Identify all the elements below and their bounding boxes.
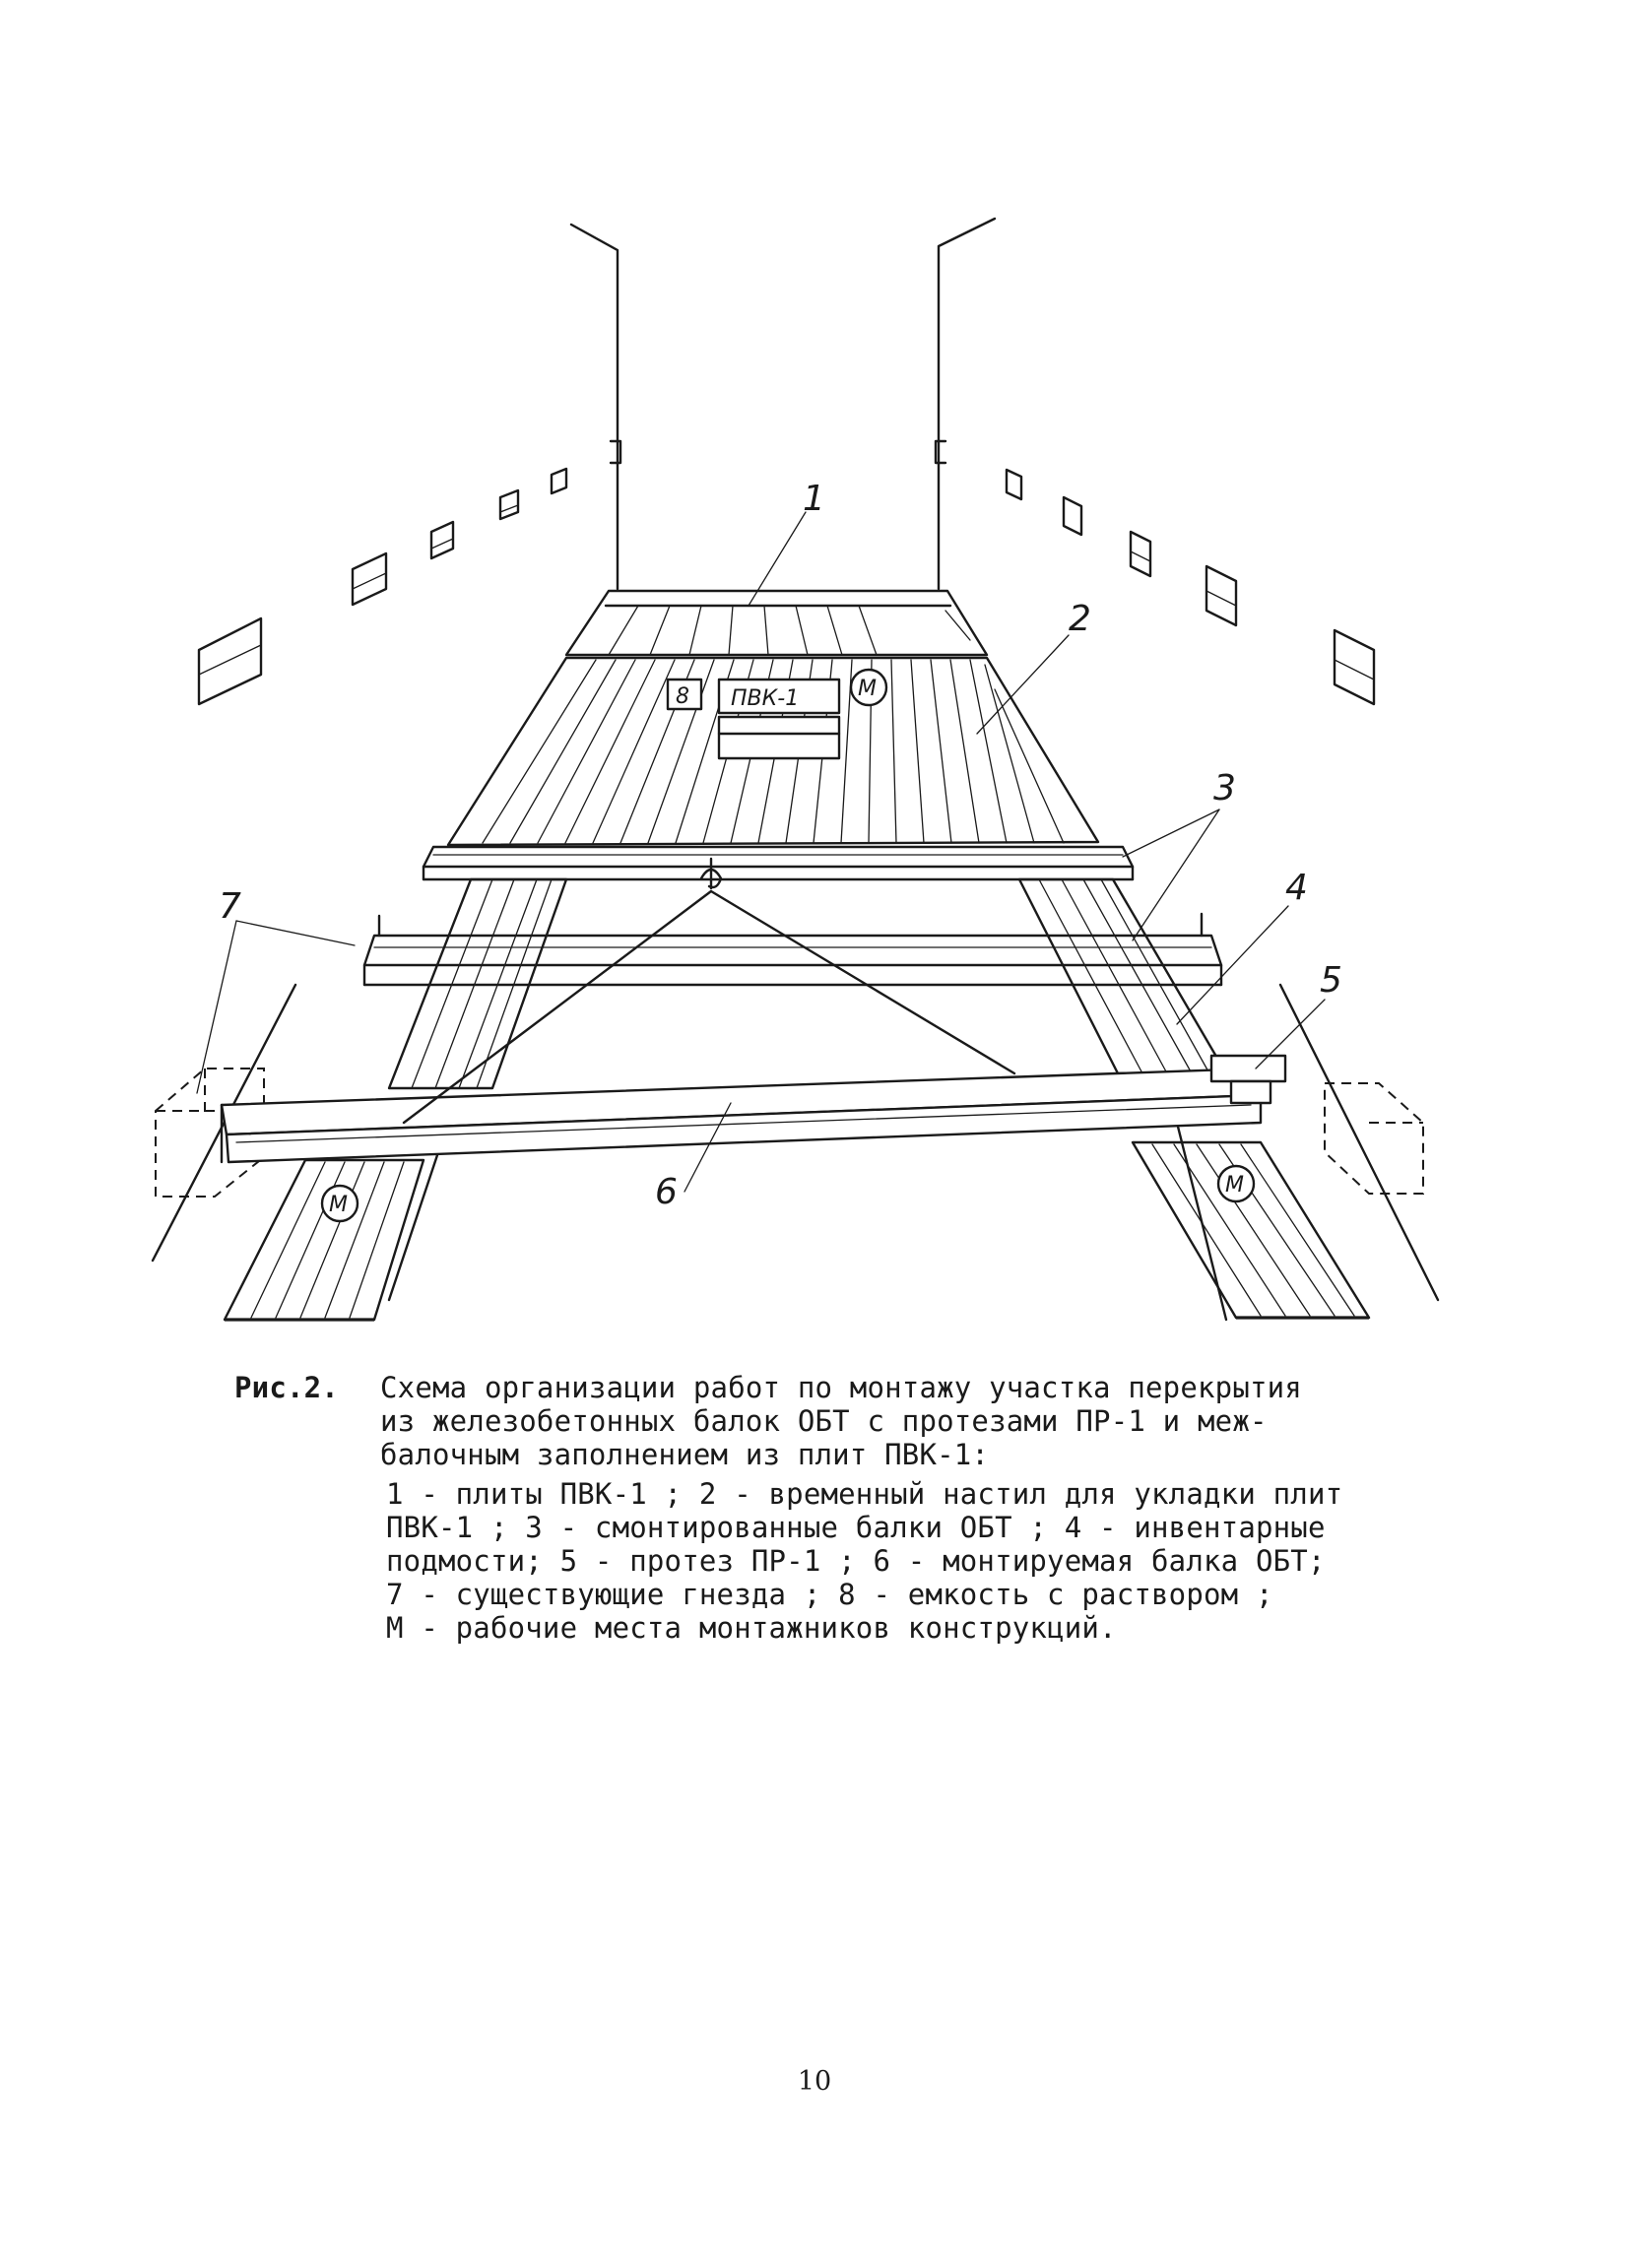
page-number: 10 [797,2066,832,2097]
workplace-label-top: М [858,677,877,701]
legend-line: 7 - существующие гнезда ; 8 - емкость с раствором ; [386,1578,1273,1611]
scaffold-right [1019,879,1226,1073]
wall-openings-left [199,469,566,704]
caption-line-1: Схема организации работ по монтажу участка перекрытия [380,1371,1302,1404]
workplace-label-right: М [1225,1173,1244,1198]
figure-number: Рис.2. [234,1371,339,1404]
callout-7: 7 [219,886,241,927]
installed-slabs [566,591,987,655]
workplace-label-left: М [329,1193,348,1217]
figure-legend [386,1477,1469,1645]
legend-line: М - рабочие места монтажников конструкций. [386,1611,1117,1645]
callout-6: 6 [655,1172,678,1212]
legend-line: ПВК-1 ; 3 - смонтированные балки ОБТ ; 4 - инвентарные [386,1511,1326,1544]
caption-line-2: из железобетонных балок ОБТ с протезами ПР-1 и меж- [380,1404,1268,1438]
installed-beam-near [364,914,1221,985]
rail-right-outer [1280,985,1438,1300]
legend-line: 1 - плиты ПВК-1 ; 2 - временный настил для укладки плит [386,1477,1343,1511]
walkway-right [1133,1142,1369,1318]
callout-5: 5 [1320,960,1342,1001]
container-label: 8 [676,684,689,709]
legend-line: подмости; 5 - протез ПР-1 ; 6 - монтируемая балка ОБТ; [386,1544,1326,1578]
slab-stack-label: ПВК-1 [731,686,800,711]
callout-1: 1 [803,479,825,519]
socket-right [1325,1083,1423,1194]
walkway-left [225,1160,424,1320]
figure-caption [234,1371,1466,1471]
caption-line-3: балочным заполнением из плит ПВК-1: [380,1438,990,1471]
callout-2: 2 [1069,599,1091,639]
installed-beam-far [424,847,1133,879]
left-wall [571,225,620,589]
wall-openings-right [1007,470,1374,704]
mounting-beam [222,1069,1261,1162]
callout-4: 4 [1285,868,1308,908]
right-wall [936,219,995,589]
callout-3: 3 [1213,768,1236,809]
